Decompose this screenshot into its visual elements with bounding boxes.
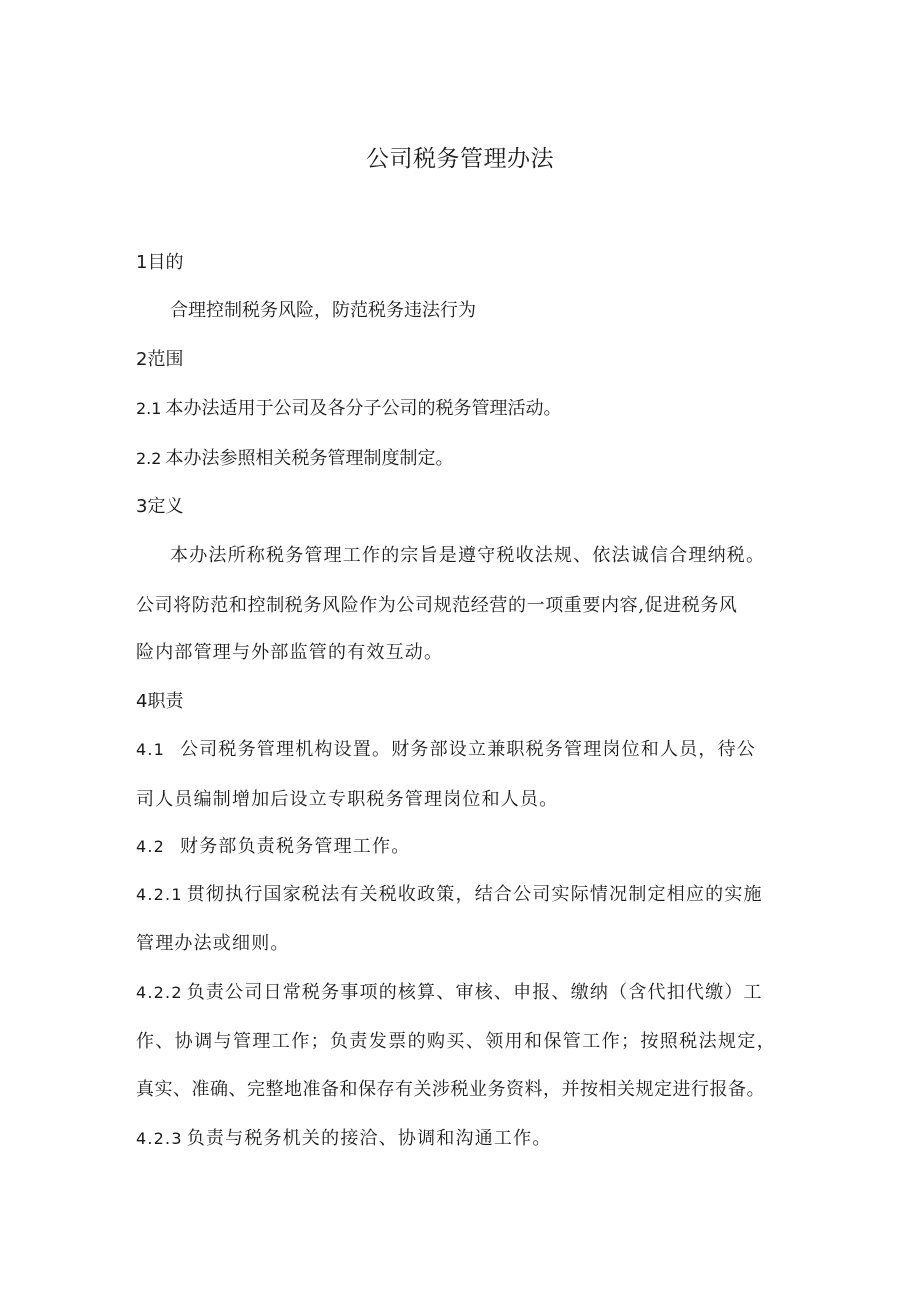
clause-4-2-2-line-1 [136, 981, 763, 1005]
clause-text: 财务部负责税务管理工作。 [180, 836, 411, 857]
definition-line-3: 险内部管理与外部监管的有效互动。 [136, 642, 444, 663]
clause-4-2-3 [136, 1127, 552, 1151]
clause-text: 本办法参照相关税务管理制度制定。 [165, 448, 454, 469]
clause-text: 负责公司日常税务事项的核算、审核、申报、缴纳（含代扣代缴）工 [186, 982, 763, 1003]
clause-text: 公司税务管理机构设置。财务部设立兼职税务管理岗位和人员，待公 [180, 739, 756, 760]
clause-text: 贯彻执行国家税法有关税收政策，结合公司实际情况制定相应的实施 [186, 884, 763, 905]
clause-4-1-line-2: 司人员编制增加后设立专职税务管理岗位和人员。 [136, 789, 559, 810]
clause-text: 本办法适用于公司及各分子公司的税务管理活动。 [165, 398, 562, 419]
clause-number: 4.2 [136, 837, 166, 856]
clause-4-2-1-line-2: 管理办法或细则。 [136, 933, 290, 954]
clause-4-2 [136, 835, 410, 859]
clause-2-2 [136, 447, 453, 471]
clause-2-1 [136, 397, 561, 421]
clause-text: 负责与税务机关的接洽、协调和沟通工作。 [186, 1128, 552, 1149]
clause-number: 4.2.2 [136, 983, 183, 1002]
clause-number: 2.2 [136, 449, 162, 468]
clause-4-2-2-line-3: 真实、准确、完整地准备和保存有关涉税业务资料，并按相关规定进行报备。 [136, 1079, 765, 1100]
clause-number: 4.2.3 [136, 1129, 183, 1148]
clause-4-1-line-1 [136, 738, 756, 762]
definition-line-1: 本办法所称税务管理工作的宗旨是遵守税收法规、依法诚信合理纳税。 [170, 545, 766, 566]
clause-4-2-2-line-2: 作、协调与管理工作；负责发票的购买、领用和保管工作；按照税法规定， [136, 1031, 777, 1052]
section-heading-duties: 4职责 [136, 691, 184, 712]
clause-4-2-1-line-1 [136, 883, 763, 907]
clause-number: 4.2.1 [136, 885, 183, 904]
definition-line-2: 公司将防范和控制税务风险作为公司规范经营的一项重要内容,促进税务风 [136, 595, 738, 616]
purpose-text: 合理控制税务风险，防范税务违法行为 [170, 300, 476, 321]
document-title: 公司税务管理办法 [366, 146, 554, 172]
clause-number: 4.1 [136, 740, 166, 759]
section-heading-definition: 3定义 [136, 496, 184, 517]
section-heading-purpose: 1目的 [136, 252, 184, 273]
section-heading-scope: 2范围 [136, 349, 184, 370]
clause-number: 2.1 [136, 399, 162, 418]
